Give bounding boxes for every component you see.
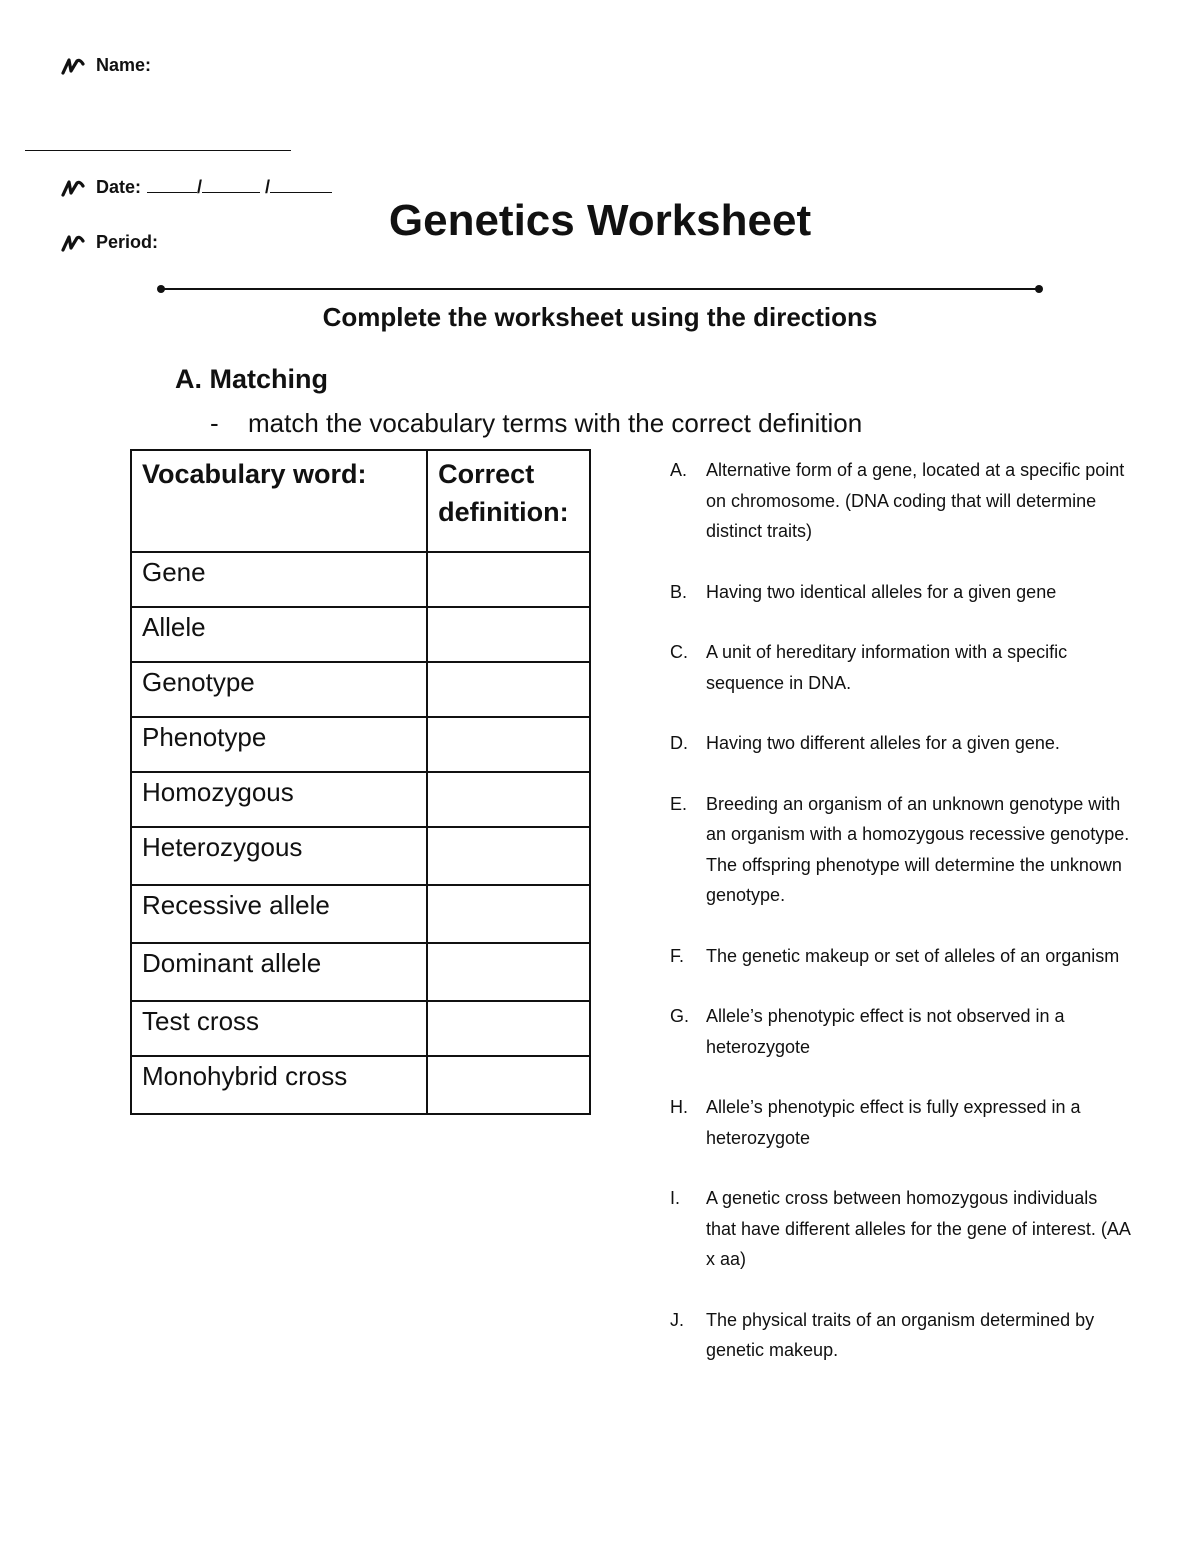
definition-text: A genetic cross between homozygous individuals that have different alleles for the gene of interest. (AA x aa) [706,1188,1130,1269]
instruction [210,408,862,439]
table-row [131,772,590,827]
answer-cell[interactable] [427,717,590,772]
answer-cell[interactable] [427,772,590,827]
name-label: Name: [96,55,152,75]
definition-text: Allele’s phenotypic effect is fully expressed in a heterozygote [706,1097,1081,1148]
definition-item [670,789,1130,911]
vocab-word: Dominant allele [131,943,427,1001]
table-row [131,717,590,772]
scribble-bullet-icon [60,178,86,198]
vocab-word: Heterozygous [131,827,427,885]
definition-text: Alternative form of a gene, located at a specific point on chromosome. (DNA coding that will determine distinct traits) [706,460,1125,541]
definition-item [670,577,1130,608]
vocabulary-table [130,449,591,1115]
instruction-dash: - [210,408,219,438]
table-row [131,885,590,943]
vocab-word: Monohybrid cross [131,1056,427,1114]
date-blank[interactable]: / / [147,177,332,198]
header-vocabulary-word: Vocabulary word: [131,450,427,552]
answer-cell[interactable] [427,1001,590,1056]
date-field [60,177,332,198]
period-label: Period: [96,232,159,252]
vocab-word: Allele [131,607,427,662]
answer-cell[interactable] [427,885,590,943]
table-row [131,827,590,885]
section-heading: A. Matching [175,364,328,394]
vocab-word: Recessive allele [131,885,427,943]
answer-cell[interactable] [427,943,590,1001]
table-row [131,1056,590,1114]
vocab-word: Genotype [131,662,427,717]
definition-text: Breeding an organism of an unknown genotype with an organism with a homozygous recessive genotype. The offspring phenotype will determine the unknown genotype. [706,793,1130,905]
definition-letter: B. [670,581,688,602]
name-field [60,55,151,76]
table-row [131,607,590,662]
definition-item [670,728,1130,759]
answer-cell[interactable] [427,827,590,885]
definition-letter: I. [670,1188,681,1208]
definition-item [670,1305,1130,1366]
page-title: Genetics Worksheet [388,196,812,245]
definition-item [670,941,1130,972]
table-row [131,552,590,607]
table-row [131,1001,590,1056]
definition-text: The genetic makeup or set of alleles of an organism [706,945,1120,966]
scribble-bullet-icon [60,56,86,76]
definition-text: The physical traits of an organism determined by genetic makeup. [706,1309,1095,1360]
answer-cell[interactable] [427,607,590,662]
header-correct-definition: Correct definition: [427,450,590,552]
table-header-row [131,450,590,552]
divider-dot-left [157,285,165,293]
definition-item [670,1092,1130,1153]
answer-cell[interactable] [427,662,590,717]
answer-cell[interactable] [427,1056,590,1114]
period-field [60,232,158,253]
definitions-list [670,455,1130,1396]
definition-letter: F. [670,945,685,966]
vocab-word: Test cross [131,1001,427,1056]
vocab-word: Gene [131,552,427,607]
definition-letter: H. [670,1097,688,1117]
date-label: Date: [96,177,142,197]
definition-text: Allele’s phenotypic effect is not observed in a heterozygote [706,1006,1065,1057]
definition-item [670,1001,1130,1062]
vocab-word: Homozygous [131,772,427,827]
divider [160,288,1040,290]
table-row [131,662,590,717]
name-blank-line[interactable] [25,150,291,151]
definition-item [670,1183,1130,1275]
definition-letter: G. [670,1006,690,1026]
definition-letter: A. [670,460,688,480]
definition-letter: C. [670,642,688,662]
definition-letter: E. [670,793,688,814]
definition-item [670,455,1130,547]
divider-dot-right [1035,285,1043,293]
scribble-bullet-icon [60,233,86,253]
definition-text: Having two identical alleles for a given gene [706,581,1057,602]
directions-subtitle: Complete the worksheet using the directions [322,302,878,332]
definition-item [670,637,1130,698]
instruction-text: match the vocabulary terms with the correct definition [248,408,863,438]
table-row [131,943,590,1001]
vocab-word: Phenotype [131,717,427,772]
definition-letter: J. [670,1309,685,1330]
definition-text: A unit of hereditary information with a specific sequence in DNA. [706,642,1068,693]
definition-text: Having two different alleles for a given gene. [706,733,1060,753]
definition-letter: D. [670,733,688,753]
answer-cell[interactable] [427,552,590,607]
